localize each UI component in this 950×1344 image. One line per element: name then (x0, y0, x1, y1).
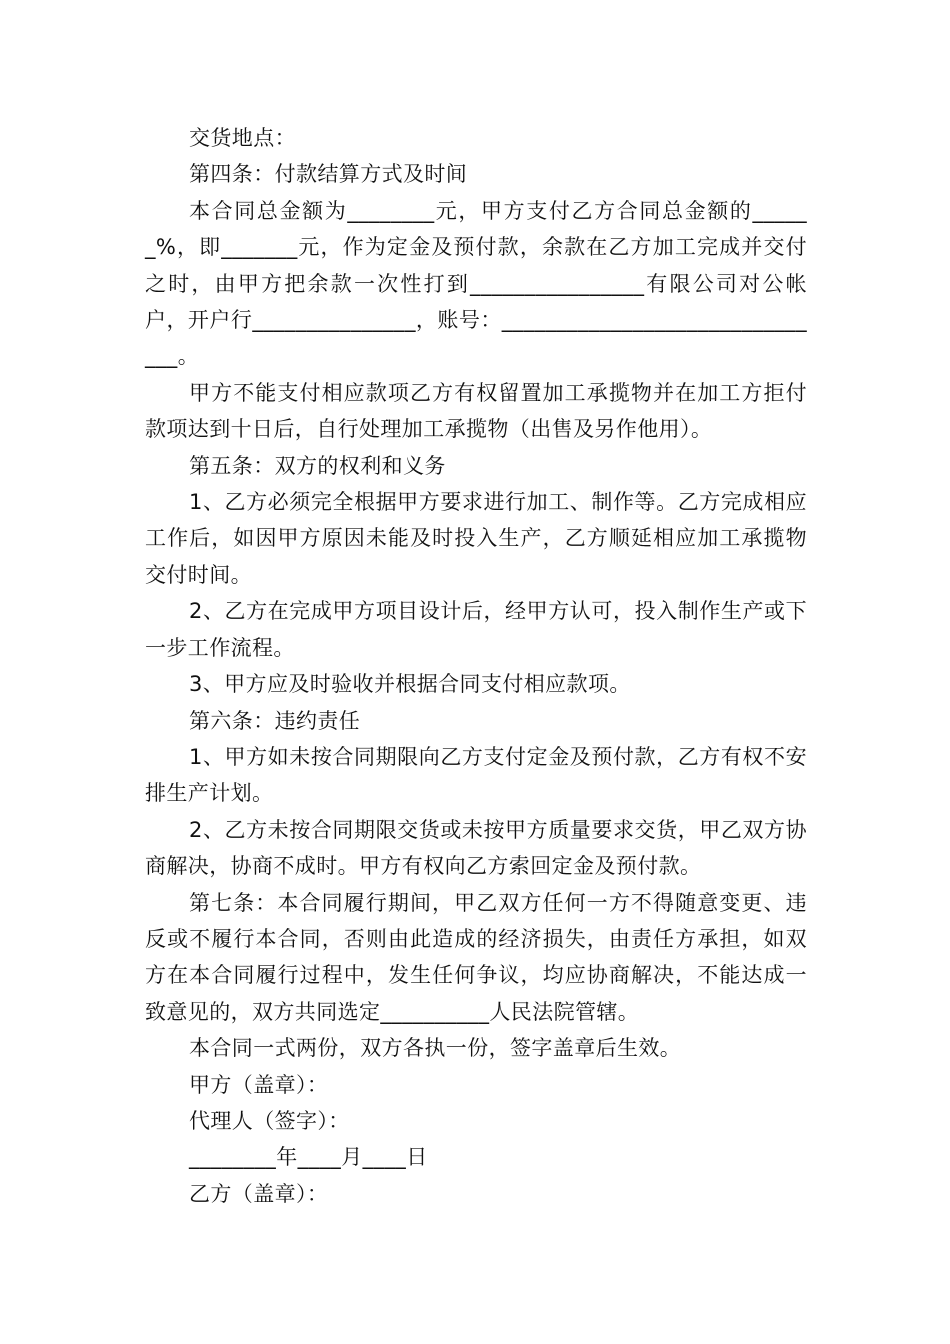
article-4-heading: 第四条：付款结算方式及时间 (189, 162, 468, 187)
article-5-item-1: 1、乙方必须完全根据甲方要求进行加工、制作等。乙方完成相应工作后，如因甲方原因未能及时投入生产，乙方顺延相应加工承揽物交付时间。 (145, 490, 807, 587)
contract-page (145, 120, 807, 1212)
party-a-seal: 甲方（盖章）： (189, 1072, 329, 1097)
article-6-heading: 第六条：违约责任 (189, 708, 361, 733)
article-6-item-1: 1、甲方如未按合同期限向乙方支付定金及预付款，乙方有权不安排生产计划。 (145, 744, 807, 806)
article-5-heading: 第五条：双方的权利和义务 (189, 453, 446, 478)
article-4-lien-clause: 甲方不能支付相应款项乙方有权留置加工承揽物并在加工方拒付款项达到十日后，自行处理加工承揽物（出售及另作他用）。 (145, 380, 807, 442)
party-b-seal: 乙方（盖章）： (189, 1181, 329, 1206)
agent-signature: 代理人（签字）： (189, 1108, 350, 1133)
copies-clause: 本合同一式两份，双方各执一份，签字盖章后生效。 (189, 1036, 682, 1061)
signing-date: ________年____月____日 (189, 1145, 428, 1170)
article-4-payment-terms: 本合同总金额为________元，甲方支付乙方合同总金额的______%，即_______元，作为定金及预付款，余款在乙方加工完成并交付之时，由甲方把余款一次性打到________________有限公司对公帐户，开户行_______________，账号：_______________________________。 (145, 198, 807, 369)
delivery-location: 交货地点： (189, 126, 296, 150)
article-7-dispute-clause: 第七条：本合同履行期间，甲乙双方任何一方不得随意变更、违反或不履行本合同，否则由此造成的经济损失，由责任方承担，如双方在本合同履行过程中，发生任何争议，均应协商解决，不能达成一致意见的，双方共同选定__________人民法院管辖。 (145, 890, 807, 1024)
article-5-item-2: 2、乙方在完成甲方项目设计后，经甲方认可，投入制作生产或下一步工作流程。 (145, 599, 807, 660)
article-5-item-3: 3、甲方应及时验收并根据合同支付相应款项。 (189, 672, 631, 697)
article-6-item-2: 2、乙方未按合同期限交货或未按甲方质量要求交货，甲乙双方协商解决，协商不成时。甲方有权向乙方索回定金及预付款。 (145, 817, 807, 879)
